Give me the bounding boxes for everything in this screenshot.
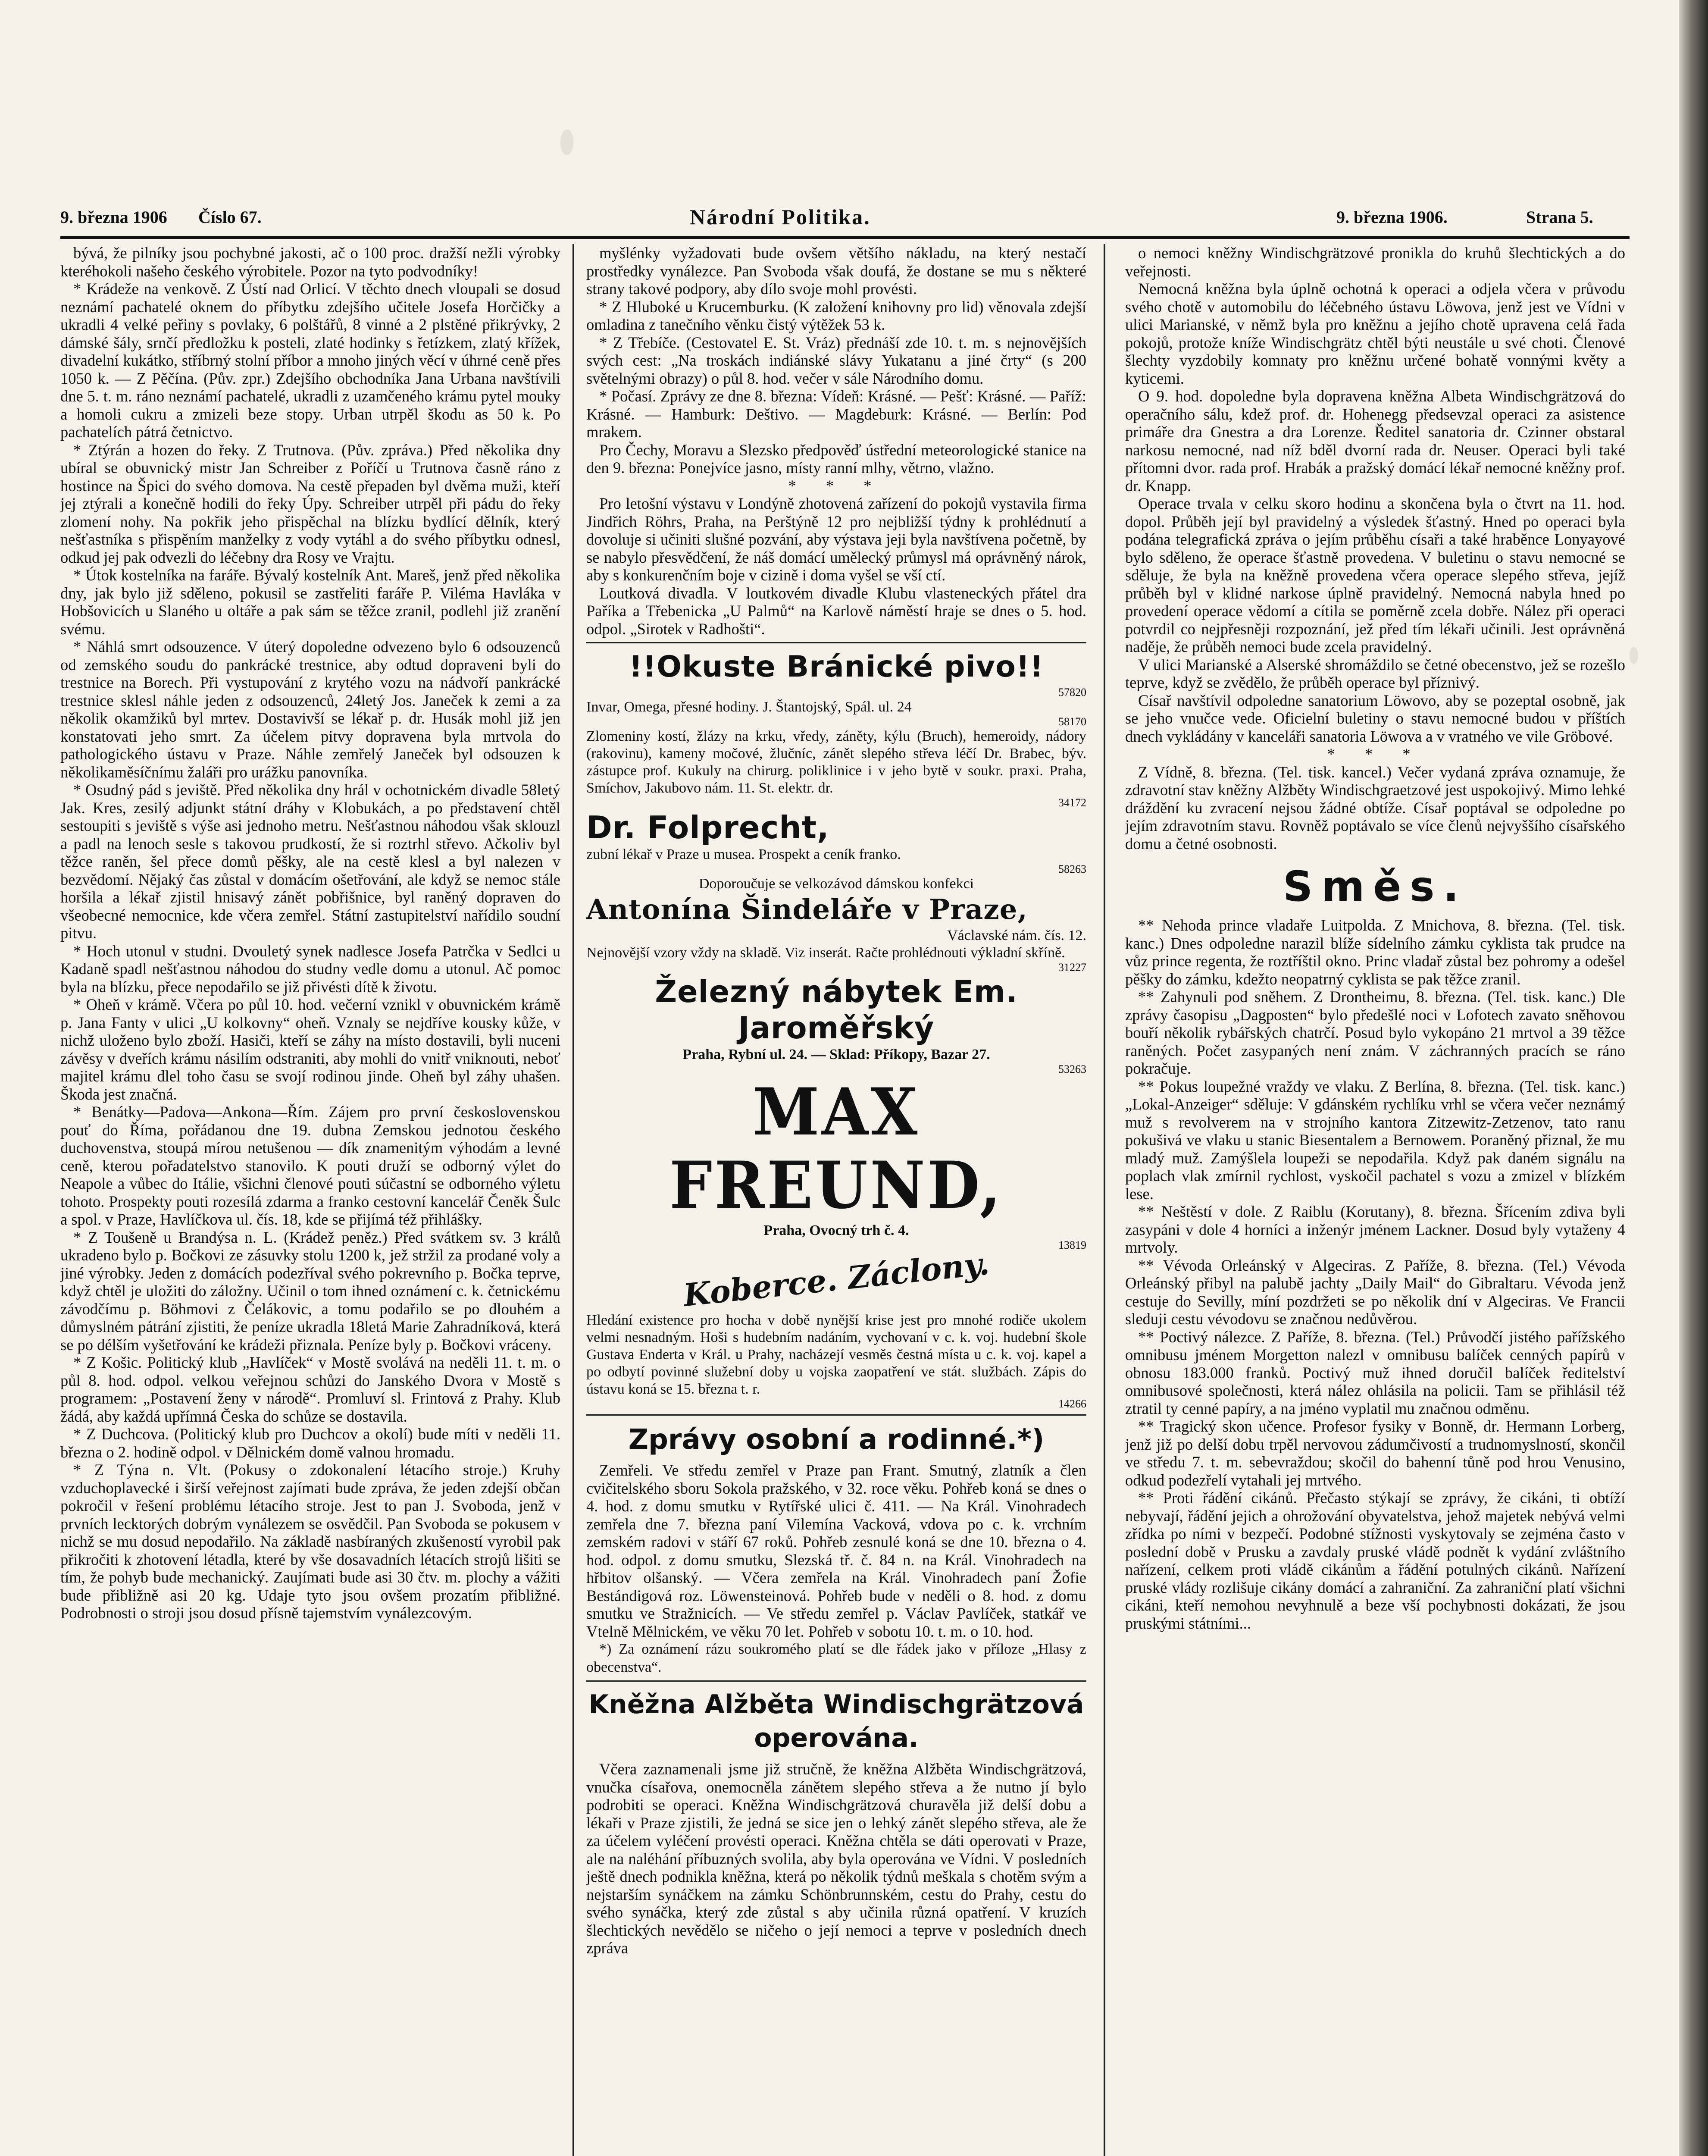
ad-number: 53263 (1058, 1063, 1086, 1075)
column-divider (1104, 244, 1105, 2156)
ad-freund-address: Praha, Ovocný trh č. 4. (763, 1222, 909, 1238)
news-item: * Náhlá smrt odsouzence. V úterý dopoledne odvezeno bylo 6 odsouzenců od zemského soudu do pankrácké trestnice, aby odtud dopraveni byli do trestnice na Borech. Při vystupování z krytého vozu na nádvoří pankrácké trestnice sklesl náhle jeden z odsouzenců, 24letý Jos. Janeček k zemi a za několik okamžiků byl mrtev. Dostavivší se lékař p. dr. Husák mohl již jen konstatovati jeho smrt. Za účelem pitvy dopravena byla mrtvola do pathologického ústavu v Praze. Náhle zemřelý Janeček byl odsouzen k několikaměsíčnímu žaláři pro urážku panovníka. (60, 638, 560, 781)
page-number: Strana 5. (1526, 207, 1593, 227)
masthead: Národní Politika. (690, 205, 871, 229)
scan-edge (1679, 0, 1708, 2156)
separator-stars: * * * (788, 476, 885, 495)
ad-folprecht: Dr. Folprecht, (586, 809, 829, 846)
news-item: * Benátky—Padova—Ankona—Řím. Zájem pro první československou pouť do Říma, pořádanou dne 19. dubna Zemskou jednotou českého duchovenstva, stoupá mírou netušenou — dík znamenitým výhodám a levné ceně, kterou pořadatelstvo stanovilo. K pouti druží se odborný výlet do Neapole a vůbec do Itálie, všichni členové pouti súčastní se odborného výletu tohoto. Prospekty pouti rozesílá zdarma a franko cestovní kancelář Čeněk Šulc a spol. v Praze, Havlíčkova ul. čís. 18, kde se přijímá též přihlášky. (60, 1103, 560, 1228)
column-2 (586, 244, 1086, 2156)
ad-divider (586, 642, 1086, 643)
ad-number: 14266 (1058, 1398, 1086, 1410)
notice-loutkova: Loutková divadla. V loutkovém divadle Klubu vlasteneckých přátel dra Paříka a Třebenicka „U Palmů“ na Karlově náměstí hraje se dnes o 5. hod. odpol. „Sirotek v Radhošti“. (586, 584, 1086, 638)
article-body: Včera zaznamenali jsme již stručně, že kněžna Alžběta Windischgrätzová, vnučka císařova, onemocněla zánětem slepého střeva a že nutno jí bylo podrobiti se operaci. Kněžna Windischgrätzová churavěla již delší dobu a lékaři v Praze zjistili, že jedná se sice jen o lehký zánět slepého střeva, ale že za účelem vyléčení provésti operaci. Kněžna chtěla se dáti operovati v Praze, ale na naléhání příbuzných svolila, aby byla operována ve Vídni. V posledních ještě dnech podnikla kněžna, která po několik týdnů meškala s chotěm svým a nejstarším synáčkem na zámku Schönbrunnském, cestu do Prahy, cestu do svého synáčka, který zde zůstal s aby učinila různá opatření. V kruzích šlechtických nevědělo se ničeho o její nemoci a teprve v posledních dnech zpráva (586, 1760, 1086, 1957)
ad-sindelar: Antonína Šindeláře v Praze, (586, 893, 1028, 926)
smes-item: ** Zahynuli pod sněhem. Z Drontheimu, 8. března. (Tel. tisk. kanc.) Dle zprávy časopisu „Dagposten“ bylo předešlé noci v Lofotech zavato sněhovou bouří několik rybářských chatrčí. Posud bylo vykopáno 21 mrtvol a 39 těžce raněných. Počet zasypaných není znám. V záchranných pracích se ráno pokračuje. (1125, 988, 1625, 1077)
smes-item: ** Nehoda prince vladaře Luitpolda. Z Mnichova, 8. března. (Tel. tisk. kanc.) Dnes odpoledne narazil blíže sídelního zámku cyklista tak prudce na vůz prince regenta, že roztříštil okno. Princ vladař zůstal bez pohromy a odešel pěšky do zámku, kdežto neopatrný cyklista se pak těžce zranil. (1125, 916, 1625, 988)
column-1 (60, 244, 560, 2156)
ad-number: 13819 (1058, 1239, 1086, 1251)
news-item: * Z Týna n. Vlt. (Pokusy o zdokonalení létacího stroje.) Kruhy vzduchoplavecké i širší veřejnost zajímati bude zpráva, že jeden zdejší občan pokročil v řešení problému létacího stroje. Jest to pan J. Svoboda, jenž v prvních lecktorých dobrým vynálezem se osvědčil. Pan Svoboda se pokusem v nichž se mu dosud nepodařilo. Na základě nasbíraných zkušeností vyrobil pak přikročiti k zhotovení létadla, které by vše dosavadních létacích strojů lišiti se tím, že pohyb bude mechanický. Zaujímati bude asi 30 čtv. m. plochy a vážiti bude přibližně asi 20 kg. Udaje tyto jsou ovšem prozatím přibližné. Podrobnosti o stroji jsou dosud přísně tajemstvím vynálezcovým. (60, 1461, 560, 1622)
weather-forecast: Pro Čechy, Moravu a Slezsko předpověď ústřední meteorologické stanice na den 9. března: Ponejvíce jasno, místy ranní mlhy, větrno, vlažno. (586, 441, 1086, 476)
news-item: * Ztýrán a hozen do řeky. Z Trutnova. (Pův. zpráva.) Před několika dny ubíral se obuvnický mistr Jan Schreiber z Poříčí u Trutnova časně ráno z hostince na Špici do svého domova. Na cestě přepaden byl dvěma muži, kteří jej ztýrali a konečně hodili do řeky Úpy. Schreiber utrpěl při pádu do řeky zlomení nohy. Na pokřik jeho přispěchal na blízku bydlící dělník, který nešťastníka s přispěním manželky z vody vytáhl a do svého příbytku odnesl, odkud jej pak odvezli do léčebny dra Rosy ve Vrajtu. (60, 441, 560, 566)
obituaries: Zemřeli. Ve středu zemřel v Praze pan Frant. Smutný, zlatník a člen cvičitelského sboru Sokola pražského, v 32. roce věku. Pohřeb koná se dnes o 4. hod. z domu smutku v Rytířské ulici č. 411. — Na Král. Vinohradech zemřela dne 7. března paní Vilemína Vacková, vdova po c. k. vrchním zemském radovi v stáří 67 roků. Pohřeb zesnulé koná se dne 10. března o 4. hod. odpol. z domu smutku, Slezská tř. č. 84 n. na Král. Vinohradech na hřbitov olšanský. — Včera zemřela na Král. Vinohradech paní Žofie Bestándigová roz. Löwensteinová. Pohřeb bude v neděli o 8. hod. z domu smutku ve Stražnicích. — Ve středu zemřel p. Václav Pavlíček, statkář ve Vtelně Mělnickém, ve věku 70 let. Pohřeb v sobotu 10. t. m. o 10. hod. (586, 1461, 1086, 1640)
article-paragraph: V ulici Marianské a Alserské shromáždilo se četné obecenstvo, jež se rozešlo teprve, když se zvědělo, že průběh operace byl příznivý. (1125, 655, 1625, 691)
ad-koberce-zaclony: Koberce. Záclony. (682, 1245, 991, 1313)
page-header (60, 203, 1630, 233)
ad-number: 57820 (1058, 686, 1086, 699)
ad-hocha: Hledání existence pro hocha v době nynější krise jest pro mnohé rodiče ukolem velmi nesnadným. Hoši s hudebním nadáním, vychovaní v c. k. voj. hudební škole Gustava Enderta v Král. u Prahy, nacházejí vesměs čestná místa u c. k. voj. kapel a po odbytí povinné služební doby u vojska zaopatření ve stát. službách. Zápis do ústavu koná se 15. března t. r. (586, 1312, 1086, 1397)
news-item: * Z Toušeně u Brandýsa n. L. (Krádež peněz.) Před svátkem sv. 3 králů ukradeno bylo p. Bočkovi ze zásuvky stolu 1200 k, jež stržil za prodané voly a jiné výrobky. Jeden z domácích podezříval svého pokrevního p. Bočka teprve, když chtěl je uložiti do záložny. Učinil o tom ihned oznámení c. k. četnickému závodčímu p. Böhmovi z Čelákovic, a tomu podařilo se po dlouhém a důmyslném pátrání zjistiti, že peníze ukradla 18letá Marie Zahradníková, která se po délším vyšetřování ke krádeži přiznala. Peníze byly p. Bočkovi vráceny. (60, 1228, 560, 1354)
ad-divider (586, 1414, 1086, 1416)
news-item: bývá, že pilníky jsou pochybné jakosti, ač o 100 proc. dražší nežli výrobky kteréhokoli našeho českého výrobitele. Pozor na tyto podvodníky! (60, 244, 560, 280)
news-item: * Osudný pád s jeviště. Před několika dny hrál v ochotnickém divadle 58letý Jak. Kres, zesilý adjunkt státní dráhy v Klobukách, a po představení chtěl sestoupiti s jeviště s výše asi jednoho metru. Nešťastnou náhodou však sklouzl a padl na lenoch sesle s takovou prudkostí, že si roztrhl střevo. Ačkoliv byl těžce raněn, šel přece domů pěšky, ale na cestě klesl a byl nalezen v bezvědomí. Nějaký čas zůstal v domácím ošetřování, ale když se nemoc stále horšila a lékař zjistil hnisavý zánět pobřišnice, byl raněný dopraven do všeobecné nemocnice, kde včera zemřel. Státní zastupitelství nařídilo soudní pitvu. (60, 781, 560, 942)
ad-sindelar-top: Doporoučuje se velkozávod dámskou konfekci (698, 876, 974, 892)
ad-sindelar-address: Václavské nám. čís. 12. (947, 928, 1086, 943)
article-paragraph: O 9. hod. dopoledne byla dopravena kněžna Albeta Windischgrätzová do operačního sálu, kdež prof. dr. Hohenegg předsevzal operaci za asistence primáře dra Gnestra a dra Lorenze. Ředitel sanatoria dr. Czinner obstaral narkosu nemocné, nad níž bděl dvorní rada dr. Neuser. Operaci byli také přítomni dvor. rada prof. Hrabák a pražský domácí lékař nemocné kněžny prof. dr. Knapp. (1125, 387, 1625, 495)
separator-stars: * * * (1327, 745, 1423, 763)
ad-okuste: !!Okuste Bránické pivo!! (629, 650, 1044, 684)
article-paragraph: Císař navštívil odpoledne sanatorium Löwovo, aby se pozeptal osobně, jak se jeho vnučce vede. Oficielní buletiny o stavu nemocné budou v příštích dnech vykládány v kanceláři sanatoria Löwova a v vratného ve vile Gröbové. (1125, 691, 1625, 745)
smes-item: ** Neštěstí v dole. Z Raiblu (Korutany), 8. března. Šřícením zdiva byli zasypáni v dole 4 horníci a inženýr jménem Lackner. Dosud byly vytaženy 4 mrtvoly. (1125, 1203, 1625, 1256)
ad-zelezny-address: Praha, Rybní ul. 24. — Sklad: Příkopy, Bazar 27. (682, 1047, 990, 1062)
news-item: * Oheň v krámě. Včera po půl 10. hod. večerní vznikl v obuvnickém krámě p. Jana Fanty v ulici „U kolkovny“ oheň. Vznaly se nejdříve kousky kůže, v nichž uloženo bylo zboží. Hasiči, kteří se záhy na místo dostavili, byli nuceni závěsy v dveřích krámu násilím odstraniti, aby mohli do vnitř vniknouti, neboť majitel krámu dlel toho času se svojí rodinou jinde. Oheň byl záhy uhašen. Škoda jest značná. (60, 996, 560, 1103)
news-item: * Z Třebíče. (Cestovatel E. St. Vráz) přednáší zde 10. t. m. s nejnovějších svých cest: „Na troskách indiánské slávy Yukatanu a jiné črty“ (s 200 světelnými obrazy) o půl 8. hod. večer v sále Národního domu. (586, 333, 1086, 387)
ad-folprecht-sub: zubní lékař v Praze u musea. Prospekt a ceník franko. (586, 846, 901, 862)
weather-report: * Počasí. Zprávy ze dne 8. března: Vídeň: Krásné. — Pešť: Krásné. — Paříž: Krásné. — Hamburk: Deštivo. — Magdeburk: Krásné. — Berlín: Pod mrakem. (586, 387, 1086, 441)
news-item: * Krádeže na venkově. Z Ústí nad Orlicí. V těchto dnech vloupali se dosud neznámí pachatelé oknem do příbytku zdejšího učitele Josefa Horčičky a ukradli 4 velké peřiny s povlaky, 6 polštářů, 8 vinné a 2 plstěné přikrývky, 2 dámské šály, srnčí předložku k posteli, zlaté hodinky s řetízkem, zlatý křížek, divadelní kukátko, stříbrný stolní příbor a mnoho jiných věcí v úhrné ceně přes 1050 k. — Z Pěčína. (Pův. zpr.) Zdejšího obchodníka Jana Urbana navštívili dne 5. t. m. ráno neznámí pachatelé, ukradli z uzamčeného krámu pytel mouky a homoli cukru a zmizeli beze stopy. Urban utrpěl škodu as 50 k. Po pachatelích pátrá četnictvo. (60, 280, 560, 441)
section-heading-smes: Směs. (1283, 862, 1467, 911)
ad-sindelar-text: Nejnovější vzory vždy na skladě. Viz inserát. Račte prohlédnouti výkladní skříně. (586, 945, 1065, 961)
newspaper-page (60, 203, 1630, 2156)
news-item: * Hoch utonul v studni. Dvouletý synek nadlesce Josefa Patrčka v Sedlci u Kadaně spadl nešťastnou náhodou do studny vedle domu a utonul. Ač pomoc byla na blízku, přece nepodařilo se již přivésti dítě k životu. (60, 942, 560, 996)
news-item: * Z Košic. Politický klub „Havlíček“ v Mostě svolává na neděli 11. t. m. o půl 8. hod. odpol. velkou veřejnou schůzi do Janského Dvora v Mostě s programem: „Postavení ženy v národě“. Promluví sl. Frintová z Prahy. Klub žádá, aby každá upřímná Česka do schůze se dostavila. (60, 1354, 560, 1425)
article-continued: o nemoci kněžny Windischgrätzové pronikla do kruhů šlechtických a do veřejnosti. (1125, 244, 1625, 280)
news-item: * Z Hluboké u Krucemburku. (K založení knihovny pro lid) věnovala zdejší omladina z tanečního věnku čistý výtěžek 53 k. (586, 298, 1086, 333)
smes-item: ** Tragický skon učence. Profesor fysiky v Bonně, dr. Hermann Lorberg, jenž již po delší dobu trpěl nervovou zádumčivostí a trudnomyslností, skončil ve středu 7. t. m. sebevraždou; skočil do bahenní tůně pod hrou Venusino, odkud podezřelí vytahali jej mrtvého. (1125, 1417, 1625, 1489)
date-left: 9. března 1906 (60, 207, 167, 227)
ad-number: 58170 (1058, 715, 1086, 728)
ad-zelezny: Železný nábytek Em. Jaroměřský (655, 974, 1018, 1046)
article-paragraph: Z Vídně, 8. března. (Tel. tisk. kancel.) Večer vydaná zpráva oznamuje, že zdravotní stav kněžny Alžběty Windischgraetzové jest uspokojivý. Mimo lehké dráždění ku zvracení nejsou žádné obtíže. Císař poptával se odpoledne po jejím zdravotním stavu. Rovněž poptávalo se více členů nejvyššího císařského domu a četné osobnosti. (1125, 763, 1625, 852)
section-heading-personal: Zprávy osobní a rodinné.*) (628, 1424, 1045, 1456)
scan-speck (560, 129, 573, 155)
article-paragraph: Nemocná kněžna byla úplně ochotná k operaci a odjela včera v průvodu svého chotě v automobilu do léčebného ústavu Löwova, jenž jest ve Vídni v ulici Marianské, v němž byla pro kněžnu a jejího chotě upravena celá řada pokojů, protože kníže Windischgrätz chtěl býti neustále u své choti. Členové šlechty vyzdobily komnaty pro kněžnu určené bohatě vonnými květy a kyticemi. (1125, 280, 1625, 387)
news-item: * Z Duchcova. (Politický klub pro Duchcov a okolí) bude míti v neděli 11. března o 2. hodině odpol. v Dělnickém domě valnou hromadu. (60, 1425, 560, 1461)
article-heading: Kněžna Alžběta Windischgrätzová operována. (588, 1689, 1084, 1753)
article-paragraph: Operace trvala v celku skoro hodinu a skončena byla o čtvrt na 11. hod. dopol. Průběh její byl pravidelný a výsledek šťastný. Hned po operaci byla podána telegrafická zpráva o jejím průběhu císaři a také hraběnce Lonyayové bylo sděleno, že operace šťastně provedena. V buletinu o stavu nemocné se sděluje, že byla na kněžně provedena včera operace slepého střeva, jejíž průběh byl v klidné narkose úplně pravidelný. Nemocná nabyla hned po provedení operace vědomí a cítila se poměrně zcela dobře. Nález při operaci potvrdil co nejpřesněji rozpoznání, jež před tím lékaři učinili. Jest oprávněná naděje, že průběh nemoci bude zcela pravidelný. (1125, 495, 1625, 655)
ad-number: 58263 (1058, 863, 1086, 875)
header-rule (60, 236, 1630, 239)
ad-number: 31227 (1058, 961, 1086, 974)
column-3 (1125, 244, 1625, 2156)
date-right: 9. března 1906. (1336, 207, 1448, 227)
news-item: * Útok kostelníka na faráře. Bývalý kostelník Ant. Mareš, jenž před několika dny, jak bylo již sděleno, pokusil se zastřeliti faráře P. Viléma Havláka v Hobšovicích u Slaného u oltáře a pak sám se těžce zranil, podlehl již zranění svému. (60, 566, 560, 638)
smes-item: ** Vévoda Orleánský v Algeciras. Z Paříže, 8. března. (Tel.) Vévoda Orleánský přibyl na palubě jachty „Daily Mail“ do Gibraltaru. Vévoda jenž cestuje do Sevilly, míní pozdržeti se po několik dní v Algeciras. Ve Francii sleduji cestu vévodovu se značnou nedůvěrou. (1125, 1256, 1625, 1328)
issue-number: Číslo 67. (198, 207, 262, 227)
scan-speck (1630, 647, 1638, 664)
footnote: *) Za oznámení rázu soukromého platí se dle řádek jako v příloze „Hlasy z obecenstva“. (586, 1641, 1086, 1675)
smes-item: ** Pokus loupežné vraždy ve vlaku. Z Berlína, 8. března. (Tel. tisk. kanc.) „Lokal-Anzeiger“ sděluje: V gdánském rychlíku vrhl se včera večer neznámý muž s revolverem na v strojního kantora Zitzewitz-Zetzenov, tato ranu pokušivá ve vlaku u stanic Biesentalem a Bernowem. Poraněný přiznal, že mu mladý muž. Zamýšlela loupeži se nepodařila. Když pak daném signálu na poplach vlak zmírnil rychlost, vyskočil pachatel s vozu a zmizel v blízkém lese. (1125, 1077, 1625, 1203)
notice-rohrs: Pro letošní výstavu v Londýně zhotovená zařízení do pokojů vystavila firma Jindřich Röhrs, Praha, na Perštýně 12 pro nejbližší týdny k prohlédnutí a dovoluje si učiniti slušné pozvání, aby výstava jeji byla navštívena početně, by se nabylo přesvědčení, že náš domácí umělecký průmysl má oprávněný nárok, aby s konkurenčním boje v cizině i doma vyšel se vší ctí. (586, 495, 1086, 584)
ad-max-freund: MAX FREUND, (669, 1074, 1004, 1223)
smes-item: ** Poctivý nálezce. Z Paříže, 8. března. (Tel.) Průvodčí jistého pařížského omnibusu jménem Morgetton nalezl v omnibusu balíček cenných papírů v obnosu 183.000 franků. Poctivý muž ihned doručil balíček ředitelství omnibusové společnosti, která nález ohlásila na policii. Tam se přihlásil též ztratil ty cenné papíry, a na jméno vyplatil mu značnou odměnu. (1125, 1328, 1625, 1417)
smes-item: ** Proti řádění cikánů. Přečasto stýkají se zprávy, že cikáni, ti obtíží nebyvají, řádění jejich a ohrožování obyvatelstva, jehož majetek nebývá velmi zřídka po ními v bezpečí. Podobné stížnosti vyskytovaly se zejména často v poslední době v Prusku a zavdaly pruské vládě podnět k vydání zvláštního nařízení, celkem proti vládě cikánům a řádění potulných cikánů. Nařízení pruské vlády rozlišuje cikány domácí a zahraniční. Za zahraniční platí všichni cikáni, kteří nemohou nevyhnulě a beze vší pochybnosti dokázati, že jsou pruskými státními... (1125, 1489, 1625, 1632)
ad-number: 34172 (1058, 796, 1086, 809)
section-divider (586, 1680, 1086, 1682)
column-divider (572, 244, 574, 2156)
ad-invar: Invar, Omega, přesné hodiny. J. Štantojský, Spál. ul. 24 (586, 699, 912, 715)
ad-brabec: Zlomeniny kostí, žlázy na krku, vředy, záněty, kýlu (Bruch), hemeroidy, nádory (rakovinu), kameny močové, žlučníc, zánět slepého střeva léčí Dr. Brabec, býv. zástupce prof. Kukuly na chirurg. poliklinice i v jeho bytě v soukr. praxi. Praha, Smíchov, Jakubovo nám. 11. St. elektr. dr. (586, 728, 1086, 796)
news-item: myšlénky vyžadovati bude ovšem většího nákladu, na který nestačí prostředky vynálezce. Pan Svoboda však doufá, že dostane se mu s některé strany takové podpory, aby dílo svoje mohl provésti. (586, 244, 1086, 298)
